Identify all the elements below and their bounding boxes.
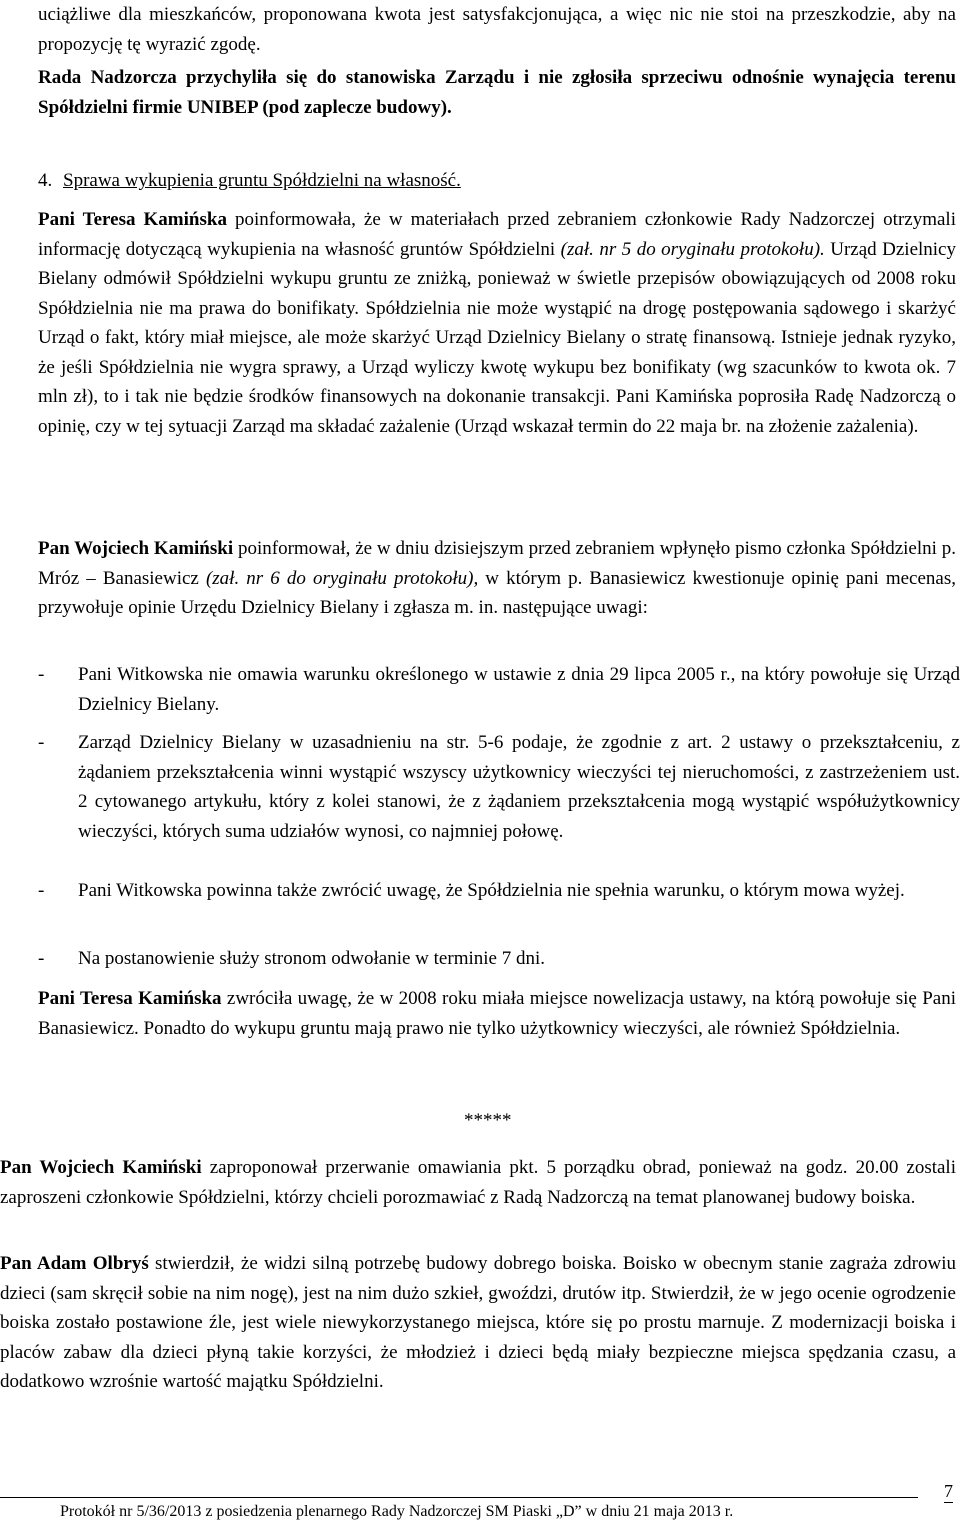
list-dash: - bbox=[38, 948, 45, 969]
section-number: 4. bbox=[38, 170, 53, 191]
speaker-name: Pan Wojciech Kamiński bbox=[0, 1157, 202, 1178]
section-title: Sprawa wykupienia gruntu Spółdzielni na własność. bbox=[63, 170, 461, 191]
attachment-reference: (zał. nr 6 do oryginału protokołu), bbox=[205, 567, 479, 589]
section-heading bbox=[38, 166, 956, 196]
paragraph-wojciech-proposal: Pan Wojciech Kamiński zaproponował przerwanie omawiania pkt. 5 porządku obrad, ponieważ na godz. 20.00 zostali zaproszeni członkowie Spółdzielni, którzy chcieli porozmawiać z Radą Nadzorczą na temat planowanej budowy boiska. bbox=[0, 1157, 956, 1208]
paragraph-kaminska-note: Pani Teresa Kamińska zwróciła uwagę, że w 2008 roku miała miejsce nowelizacja ustawy, na którą powołuje się Pani Banasiewicz. Ponadto do wykupu gruntu mają prawo nie tylko użytkownicy wieczyści, ale również Spółdzielnia. bbox=[38, 988, 956, 1039]
list-dash: - bbox=[38, 880, 45, 901]
speaker-name: Pani Teresa Kamińska bbox=[38, 209, 227, 230]
paragraph-kaminska-report: Pani Teresa Kamińska poinformowała, że w materiałach przed zebraniem członkowie Rady Nadzorczej otrzymali informację dotyczącą wykupienia na własność gruntów Spółdzielni (zał. nr 5 do oryginału protokołu). Urząd Dzielnicy Bielany odmówił Spółdzielni wykupu gruntu ze zniżką, ponieważ w świetle przepisów obowiązujących od 2008 roku Spółdzielnia nie ma prawa do bonifikaty. Spółdzielnia nie może wystąpić na drogę postępowania sądowego i skarżyć Urząd o fakt, który miał miejsce, ale może skarżyć Urząd Dzielnicy Bielany o stratę finansową. Istnieje jednak ryzyko, że jeśli Spółdzielnia nie wygra sprawy, a Urząd wyliczy kwotę wykupu bez bonifikaty (wg szacunków to kwota ok. 7 mln zł), to i tak nie będzie środków finansowych na dokonanie transakcji. Pani Kamińska poprosiła Radę Nadzorczą o opinię, czy w tej sytuacji Zarząd ma składać zażalenie (Urząd wskazał termin do 22 maja br. na złożenie zażalenia). bbox=[38, 209, 956, 437]
paragraph-wojciech-letter: Pan Wojciech Kamiński poinformował, że w dniu dzisiejszym przed zebraniem wpłynęło pismo członka Spółdzielni p. Mróz – Banasiewicz (zał. nr 6 do oryginału protokołu), w którym p. Banasiewicz kwestionuje opinię pani mecenas, przywołuje opinie Urzędu Dzielnicy Bielany i zgłasza m. in. następujące uwagi: bbox=[38, 538, 956, 618]
footer-rule bbox=[0, 1497, 918, 1498]
speaker-name: Pan Wojciech Kamiński bbox=[38, 538, 234, 559]
list-dash: - bbox=[38, 664, 45, 685]
paragraph-rada-decision: Rada Nadzorcza przychyliła się do stanowiska Zarządu i nie zgłosiła sprzeciwu odnośnie wynajęcia terenu Spółdzielni firmie UNIBEP (pod zaplecze budowy). bbox=[38, 67, 956, 118]
page-footer: Protokół nr 5/36/2013 z posiedzenia plenarnego Rady Nadzorczej SM Piaski „D” w dniu 21 maja 2013 r. bbox=[60, 1503, 734, 1520]
paragraph-olbrys: Pan Adam Olbryś stwierdził, że widzi silną potrzebę budowy dobrego boiska. Boisko w obecnym stanie zagraża zdrowiu dzieci (sam skręcił sobie na nim nogę), jest na nim dużo szkieł, gwoździ, drutów itp. Stwierdził, że w jego ocenie ogrodzenie boiska zostało postawione źle, jest wiele niewykorzystanego miejsca, które się po prostu marnuje. Z modernizacji boiska i placów zabaw dla dzieci płyną takie korzyści, że młodzież i dzieci będą miały bezpieczne miejsca spędzania czasu, a dodatkowo wzrośnie wartość majątku Spółdzielni. bbox=[0, 1253, 956, 1392]
speaker-name: Pan Adam Olbryś bbox=[0, 1253, 149, 1274]
page-number: 7 bbox=[944, 1481, 953, 1501]
section-separator: ***** bbox=[464, 1110, 512, 1131]
speaker-name: Pani Teresa Kamińska bbox=[38, 988, 222, 1009]
paragraph-intro: uciążliwe dla mieszkańców, proponowana kwota jest satysfakcjonująca, a więc nic nie stoi na przeszkodzie, aby na propozycję tę wyrazić zgodę. bbox=[38, 4, 956, 55]
list-dash: - bbox=[38, 732, 45, 753]
attachment-reference: (zał. nr 5 do oryginału protokołu). bbox=[560, 238, 825, 260]
